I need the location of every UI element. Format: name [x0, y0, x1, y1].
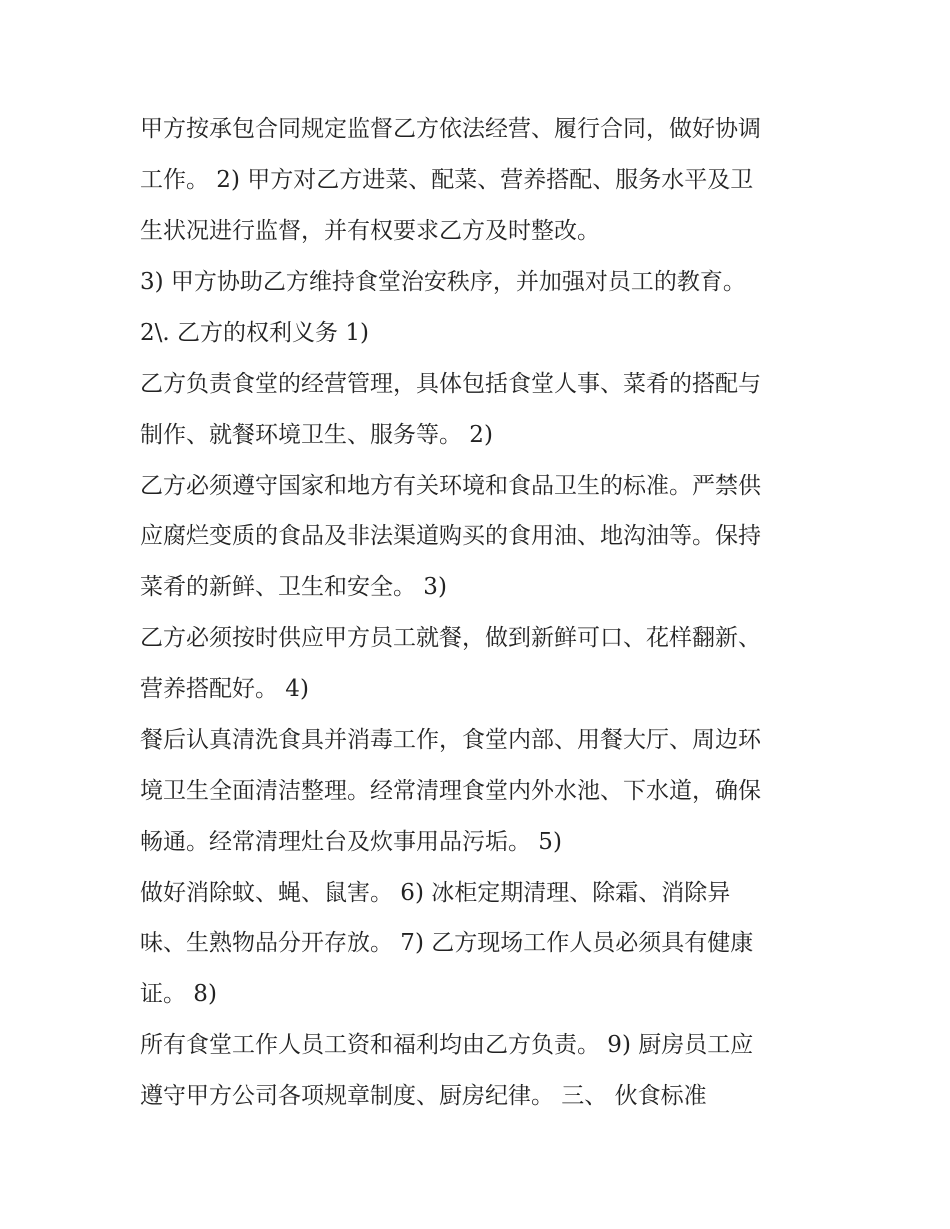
text-line: 应腐烂变质的食品及非法渠道购买的食用油、地沟油等。保持 [140, 523, 761, 549]
text-line: 甲方按承包合同规定监督乙方依法经营、履行合同，做好协调 [140, 116, 761, 142]
text-line: 做好消除蚊、蝇、鼠害。 6) 冰柜定期清理、除霜、消除异 [140, 880, 731, 906]
text-line: 餐后认真清洗食具并消毒工作，食堂内部、用餐大厅、周边环 [140, 727, 761, 753]
text-line: 境卫生全面清洁整理。经常清理食堂内外水池、下水道，确保 [140, 778, 761, 804]
text-line: 乙方必须按时供应甲方员工就餐，做到新鲜可口、花样翻新、 [140, 625, 761, 651]
text-line: 乙方必须遵守国家和地方有关环境和食品卫生的标准。严禁供 [140, 473, 761, 499]
text-line: 3) 甲方协助乙方维持食堂治安秩序，并加强对员工的教育。 [140, 269, 746, 295]
text-line: 生状况进行监督，并有权要求乙方及时整改。 [140, 218, 600, 244]
text-line: 工作。 2) 甲方对乙方进菜、配菜、营养搭配、服务水平及卫 [140, 167, 754, 193]
text-line: 营养搭配好。 4) [140, 676, 309, 702]
text-line: 乙方负责食堂的经营管理，具体包括食堂人事、菜肴的搭配与 [140, 371, 761, 397]
text-line: 2\. 乙方的权利义务 1) [140, 320, 369, 346]
text-line: 味、生熟物品分开存放。 7) 乙方现场工作人员必须具有健康 [140, 930, 754, 956]
text-line: 畅通。经常清理灶台及炊事用品污垢。 5) [140, 829, 562, 855]
text-line: 所有食堂工作人员工资和福利均由乙方负责。 9) 厨房员工应 [140, 1032, 754, 1058]
text-line: 菜肴的新鲜、卫生和安全。 3) [140, 574, 447, 600]
text-line: 遵守甲方公司各项规章制度、厨房纪律。 三、 伙食标准 [140, 1083, 707, 1109]
text-line: 制作、就餐环境卫生、服务等。 2) [140, 422, 493, 448]
text-line: 证。 8) [140, 981, 217, 1007]
